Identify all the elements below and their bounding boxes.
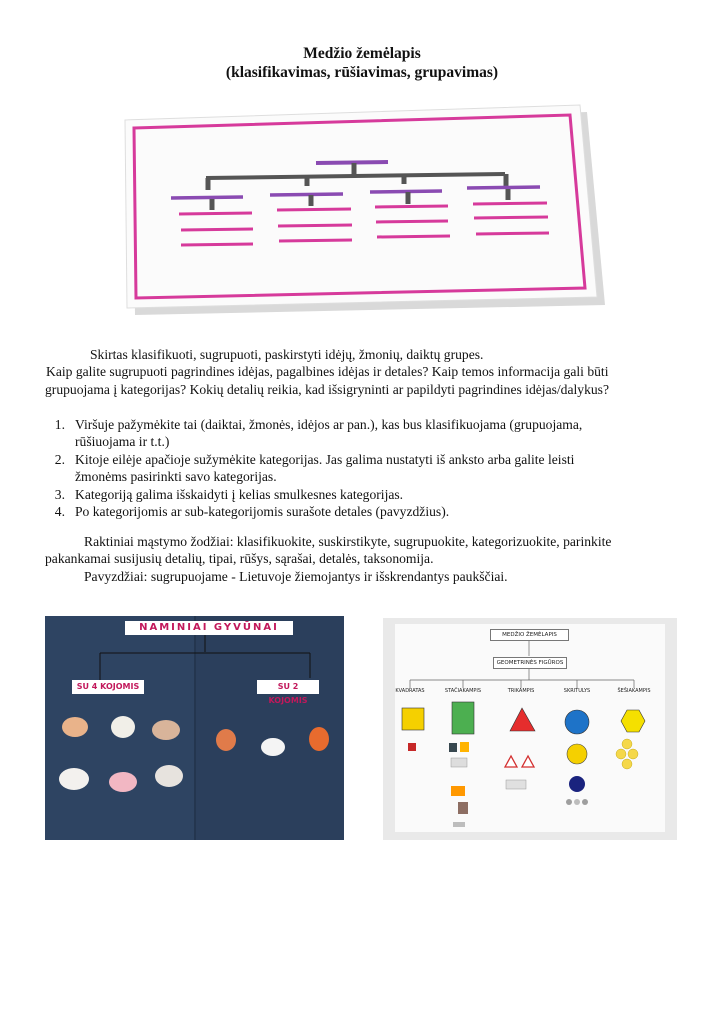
intro-line-3: grupuojama į kategorijas? Kokių detalių reikia, kad išsigryninti ar papildyti pagrindines idėjas/dalykus? bbox=[45, 381, 610, 397]
four-legs-label: SU 4 KOJOMIS bbox=[72, 680, 144, 694]
intro-line-1: Skirtas klasifikuoti, sugrupuoti, paskirstyti idėjų, žmonių, daiktų grupes. bbox=[90, 347, 484, 362]
circle-shape bbox=[565, 710, 589, 734]
list-item: 2. Kitoje eilėje apačioje sužymėkite kategorijas. Jas galima nustatyti iš anksto arba galite leisti žmonėms pasirinkti savo kategorijas. bbox=[54, 451, 575, 485]
column-label: STAČIAKAMPIS bbox=[444, 688, 482, 694]
column-label: TRIKAMPIS bbox=[507, 688, 535, 694]
list-item: 3. Kategoriją galima išskaidyti į kelias smulkesnes kategorijas. bbox=[54, 486, 404, 502]
column-label: KVADRATAS bbox=[395, 688, 425, 694]
photo-pets-board bbox=[45, 616, 344, 840]
intro-line-2: Kaip galite sugrupuoti pagrindines idėjas, pagalbines idėjas ir detales? Kaip temos informacija gali būti bbox=[46, 364, 609, 380]
intro-paragraph bbox=[45, 346, 685, 398]
tree-map-top-box: MEDŽIO ŽEMĖLAPIS bbox=[490, 629, 569, 641]
rectangle-shape bbox=[452, 702, 474, 734]
keywords-paragraph bbox=[45, 533, 685, 585]
two-legs-label: SU 2 KOJOMIS bbox=[257, 680, 319, 694]
column-label: SKRITULYS bbox=[563, 688, 591, 694]
geometric-figures-box: GEOMETRINĖS FIGŪROS bbox=[493, 657, 567, 669]
keywords-line-2: pakankamai susijusių detalių, tipai, rūšys, sąrašai, detalės, taksonomija. bbox=[45, 551, 434, 567]
page-subtitle: (klasifikavimas, rūšiavimas, grupavimas) bbox=[225, 64, 499, 81]
square-shape bbox=[402, 708, 424, 730]
page-title: Medžio žemėlapis bbox=[303, 45, 421, 62]
column-label: ŠEŠIAKAMPIS bbox=[617, 688, 651, 694]
list-item: 1. Viršuje pažymėkite tai (daiktai, žmonės, idėjos ar pan.), kas bus klasifikuojama (grupuojama, rūšiuojama ir t.t.) bbox=[54, 417, 583, 450]
pets-board-header: NAMINIAI GYVŪNAI bbox=[125, 621, 293, 635]
root-bar bbox=[316, 162, 388, 163]
board bbox=[125, 105, 597, 308]
pets-board-drawing bbox=[45, 616, 344, 840]
shapes-board-drawing bbox=[383, 618, 677, 840]
list-item: 4. Po kategorijomis ar sub-kategorijomis surašote detales (pavyzdžius). bbox=[54, 504, 450, 520]
keywords-line-1: Raktiniai mąstymo žodžiai: klasifikuokite, suskirstikyte, sugrupuokite, kategorizuokite, parinkite bbox=[84, 534, 612, 549]
example-line: Pavyzdžiai: sugrupuojame - Lietuvoje žiemojantys ir išskrendantys paukščiai. bbox=[84, 568, 508, 584]
photo-shapes-board bbox=[383, 618, 677, 840]
tree-map-illustration bbox=[115, 100, 610, 325]
steps-list bbox=[45, 416, 685, 520]
